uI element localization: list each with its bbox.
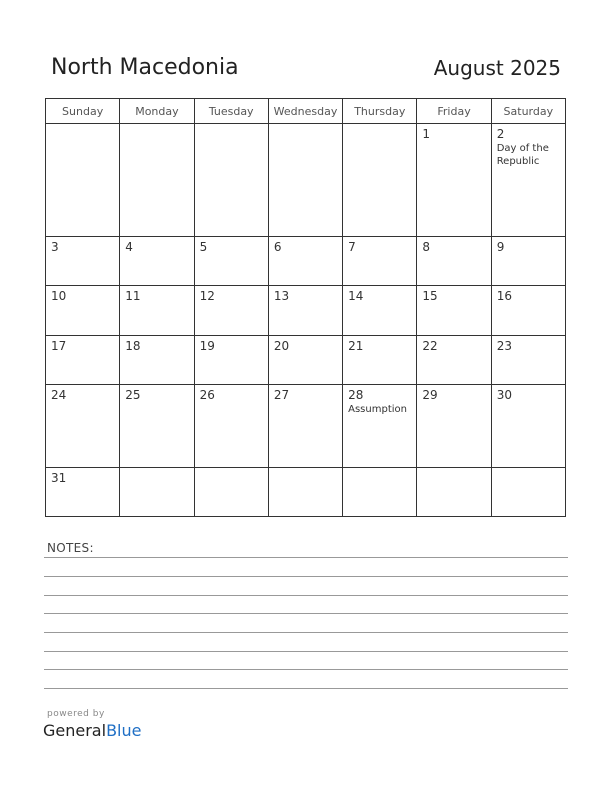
holiday-label: Assumption xyxy=(348,404,407,416)
generalblue-logo[interactable] xyxy=(43,721,141,740)
day-number: 5 xyxy=(199,239,208,254)
day-number: 26 xyxy=(199,388,215,403)
day-cell xyxy=(194,124,268,237)
day-cell xyxy=(120,236,194,285)
day-cell xyxy=(46,124,120,237)
weekday-header: Wednesday xyxy=(268,99,342,124)
day-number: 10 xyxy=(51,289,67,304)
day-cell xyxy=(491,236,565,285)
note-line xyxy=(44,632,568,633)
note-line xyxy=(44,651,568,652)
note-line xyxy=(44,576,568,577)
weekday-header: Tuesday xyxy=(194,99,268,124)
week-row xyxy=(46,236,566,285)
day-cell xyxy=(268,124,342,237)
day-cell xyxy=(417,236,491,285)
day-cell xyxy=(343,236,417,285)
day-cell xyxy=(194,236,268,285)
week-row xyxy=(46,124,566,237)
powered-by-text: powered by xyxy=(47,709,105,719)
day-cell xyxy=(268,236,342,285)
day-number: 19 xyxy=(199,338,215,353)
day-number: 27 xyxy=(273,388,290,403)
calendar-grid xyxy=(45,98,566,517)
day-number: 6 xyxy=(273,239,282,254)
notes-label: NOTES: xyxy=(47,541,94,555)
day-number: 16 xyxy=(496,289,512,304)
brand-general-text: General xyxy=(43,721,107,740)
week-row xyxy=(46,335,566,384)
day-number: 29 xyxy=(422,388,438,403)
weekday-header: Sunday xyxy=(46,99,120,124)
day-number: 18 xyxy=(125,338,141,353)
day-cell xyxy=(491,335,565,384)
week-row xyxy=(46,467,566,516)
day-cell xyxy=(120,467,194,516)
day-cell xyxy=(343,385,417,467)
calendar-month-title: August 2025 xyxy=(433,56,561,80)
day-number: 12 xyxy=(199,289,215,304)
day-number: 2 xyxy=(496,127,505,141)
weekday-header: Saturday xyxy=(491,99,565,124)
day-number: 8 xyxy=(422,239,431,254)
day-cell xyxy=(268,467,342,516)
day-cell xyxy=(417,124,491,237)
day-cell xyxy=(120,385,194,467)
day-cell xyxy=(194,335,268,384)
day-cell xyxy=(343,124,417,237)
day-cell xyxy=(120,335,194,384)
day-cell xyxy=(417,335,491,384)
day-cell xyxy=(417,286,491,335)
weekday-header: Monday xyxy=(120,99,194,124)
day-cell xyxy=(194,286,268,335)
day-cell xyxy=(268,385,342,467)
weekday-header: Thursday xyxy=(343,99,417,124)
day-number: 20 xyxy=(273,338,290,353)
day-cell xyxy=(194,467,268,516)
day-cell xyxy=(268,286,342,335)
day-number: 11 xyxy=(125,289,141,304)
weekday-header-row xyxy=(46,99,566,124)
weekday-header: Friday xyxy=(417,99,491,124)
week-row xyxy=(46,385,566,467)
note-line xyxy=(44,669,568,670)
day-cell xyxy=(46,335,120,384)
calendar-country-title: North Macedonia xyxy=(51,55,239,80)
day-number: 22 xyxy=(422,338,438,353)
holiday-label: Day of the Republic xyxy=(496,143,549,167)
brand-blue-text: Blue xyxy=(106,721,142,740)
day-number: 25 xyxy=(125,388,141,403)
day-cell xyxy=(343,286,417,335)
day-number: 9 xyxy=(496,239,505,254)
day-number: 3 xyxy=(51,239,59,254)
day-number: 31 xyxy=(51,470,67,485)
day-number: 28 xyxy=(348,388,364,403)
day-number: 23 xyxy=(496,338,512,353)
day-number: 30 xyxy=(496,388,512,403)
day-cell xyxy=(343,335,417,384)
day-cell xyxy=(268,335,342,384)
note-line xyxy=(44,688,568,689)
day-cell xyxy=(120,286,194,335)
day-cell xyxy=(46,467,120,516)
day-cell xyxy=(491,385,565,467)
day-cell xyxy=(491,286,565,335)
day-cell xyxy=(120,124,194,237)
day-cell xyxy=(491,467,565,516)
day-cell xyxy=(46,385,120,467)
day-number: 24 xyxy=(51,388,67,403)
day-number: 13 xyxy=(273,289,290,304)
day-number: 21 xyxy=(348,338,364,353)
day-cell xyxy=(417,467,491,516)
day-cell xyxy=(491,124,565,237)
note-line xyxy=(44,557,568,558)
day-number: 17 xyxy=(51,338,67,353)
day-number: 14 xyxy=(348,289,364,304)
week-row xyxy=(46,286,566,335)
day-number: 7 xyxy=(348,239,356,254)
day-cell xyxy=(343,467,417,516)
day-cell xyxy=(46,236,120,285)
day-cell xyxy=(46,286,120,335)
day-number: 4 xyxy=(125,239,133,254)
day-cell xyxy=(417,385,491,467)
day-number: 1 xyxy=(422,127,431,141)
day-cell xyxy=(194,385,268,467)
note-line xyxy=(44,613,568,614)
day-number: 15 xyxy=(422,289,438,304)
note-line xyxy=(44,595,568,596)
